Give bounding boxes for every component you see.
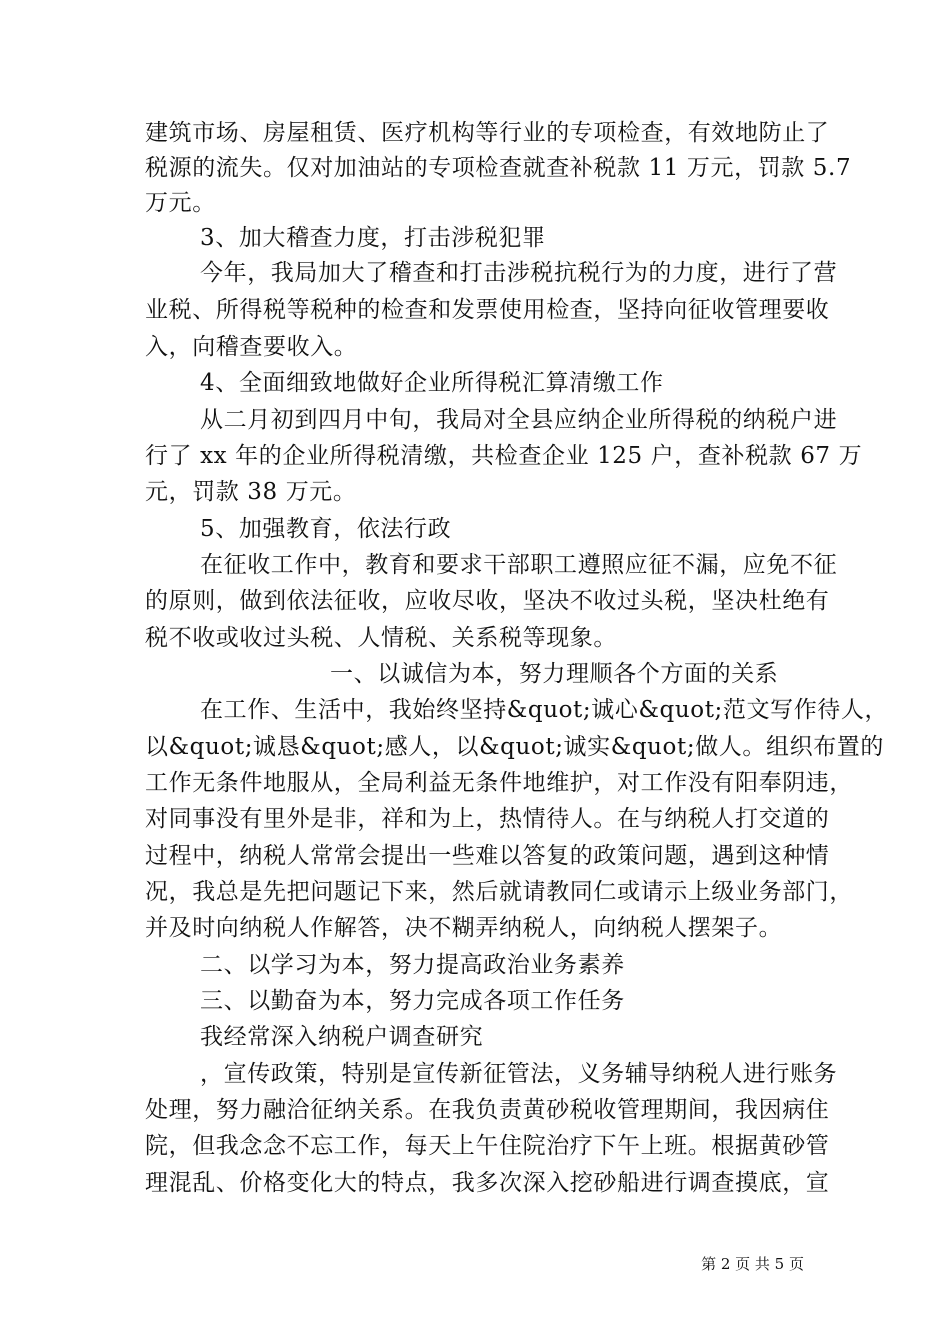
text-line: 在征收工作中，教育和要求干部职工遵照应征不漏，应免不征 [200,552,838,578]
page-number: 第 2 页 共 5 页 [701,1255,804,1273]
text-line: 在工作、生活中，我始终坚持&quot;诚心&quot;范文写作待人， [200,697,889,723]
text-line: 工作无条件地服从，全局利益无条件地维护，对工作没有阳奉阴违， [145,770,853,796]
text-line: 税源的流失。仅对加油站的专项检查就查补税款 11 万元，罚款 5.7 [145,155,852,181]
section-heading: 4、全面细致地做好企业所得税汇算清缴工作 [200,370,664,396]
text-line: ，宣传政策，特别是宣传新征管法，义务辅导纳税人进行账务 [200,1061,838,1087]
text-line: 况，我总是先把问题记下来，然后就请教同仁或请示上级业务部门， [145,879,853,905]
text-line: 税不收或收过头税、人情税、关系税等现象。 [145,625,617,651]
text-line: 并及时向纳税人作解答，决不糊弄纳税人，向纳税人摆架子。 [145,915,783,941]
text-line: 过程中，纳税人常常会提出一些难以答复的政策问题，遇到这种情 [145,843,830,869]
text-line: 以&quot;诚恳&quot;感人，以&quot;诚实&quot;做人。组织布置的 [145,734,884,760]
text-line: 业税、所得税等税种的检查和发票使用检查，坚持向征收管理要收 [145,297,830,323]
text-line: 万元。 [145,190,216,216]
text-line: 我经常深入纳税户调查研究 [200,1024,484,1050]
section-heading: 3、加大稽查力度，打击涉税犯罪 [200,225,546,251]
text-line: 理混乱、价格变化大的特点，我多次深入挖砂船进行调查摸底，宣 [145,1170,830,1196]
text-line: 行了 xx 年的企业所得税清缴，共检查企业 125 户，查补税款 67 万 [145,443,863,469]
section-heading: 二、以学习为本，努力提高政治业务素养 [200,952,625,978]
text-line: 元，罚款 38 万元。 [145,479,357,505]
text-line: 今年，我局加大了稽查和打击涉税抗税行为的力度，进行了营 [200,260,838,286]
page-footer [0,1254,950,1274]
text-line: 的原则，做到依法征收，应收尽收，坚决不收过头税，坚决杜绝有 [145,588,830,614]
text-line: 从二月初到四月中旬，我局对全县应纳企业所得税的纳税户进 [200,407,838,433]
text-line: 对同事没有里外是非，祥和为上，热情待人。在与纳税人打交道的 [145,806,830,832]
text-line: 处理，努力融洽征纳关系。在我负责黄砂税收管理期间，我因病住 [145,1097,830,1123]
section-heading: 一、以诚信为本，努力理顺各个方面的关系 [330,661,779,687]
text-line: 院，但我念念不忘工作，每天上午住院治疗下午上班。根据黄砂管 [145,1133,830,1159]
section-heading: 5、加强教育，依法行政 [200,516,452,542]
text-line: 入，向稽查要收入。 [145,334,358,360]
text-line: 建筑市场、房屋租赁、医疗机构等行业的专项检查，有效地防止了 [145,120,830,146]
section-heading: 三、以勤奋为本，努力完成各项工作任务 [200,988,625,1014]
